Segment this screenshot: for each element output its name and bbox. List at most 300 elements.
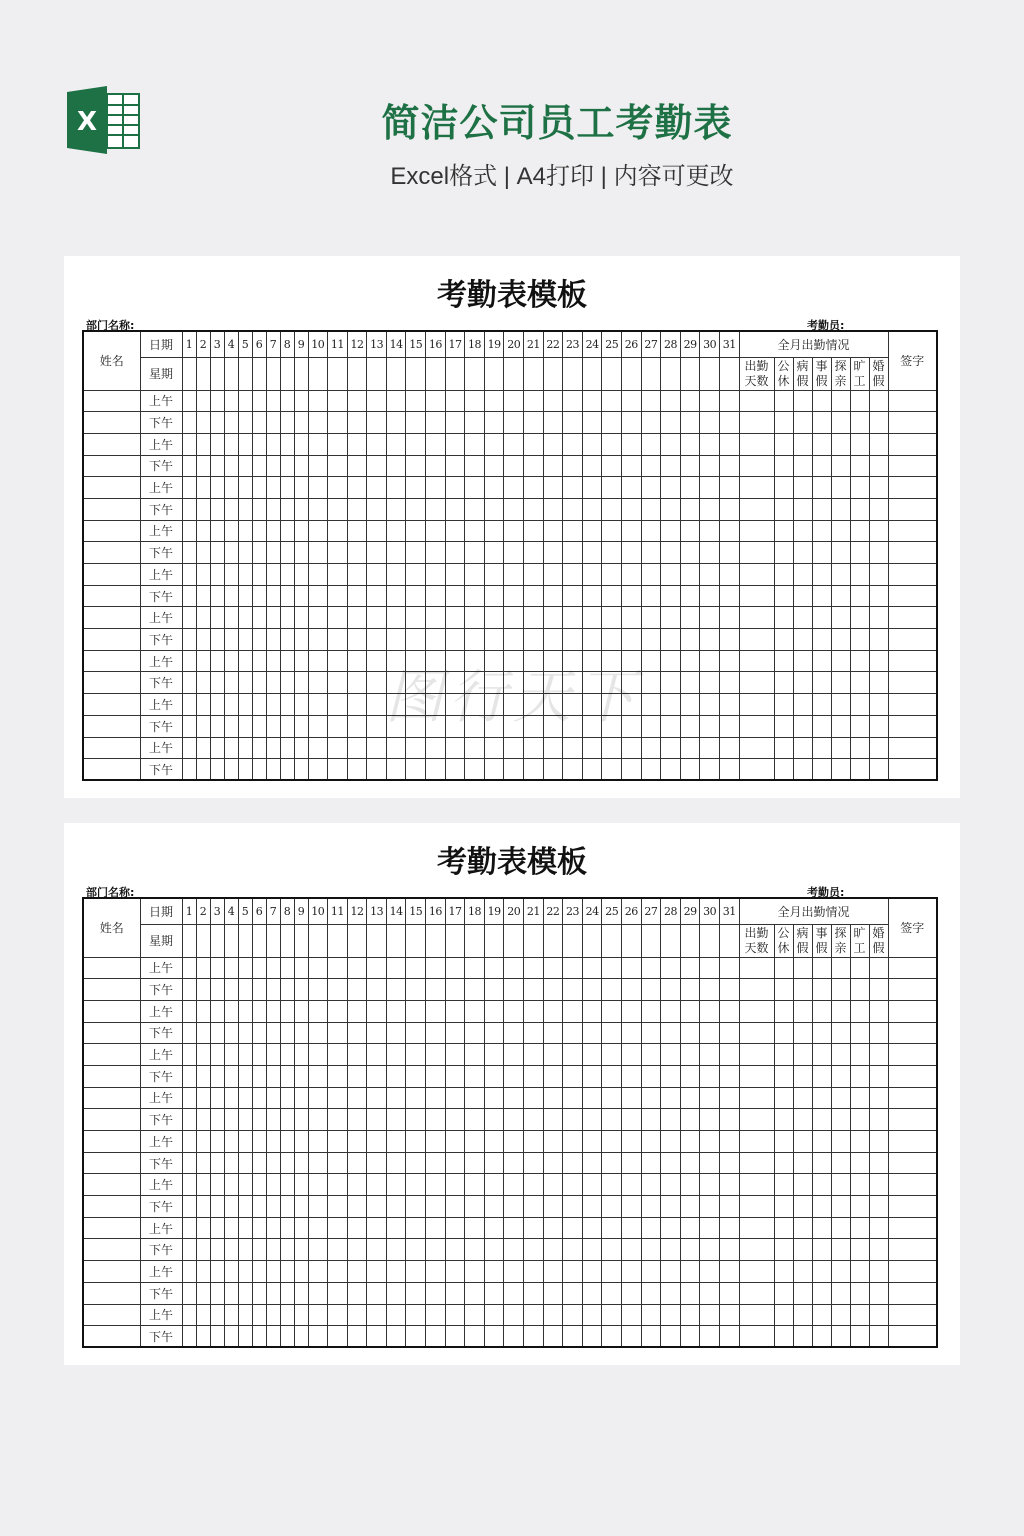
attendance-cell[interactable] — [680, 715, 700, 737]
attendance-cell[interactable] — [367, 390, 387, 412]
weekday-cell[interactable] — [602, 924, 622, 957]
attendance-cell[interactable] — [182, 455, 196, 477]
summary-cell[interactable] — [831, 498, 850, 520]
summary-cell[interactable] — [869, 957, 888, 979]
attendance-cell[interactable] — [524, 433, 544, 455]
employee-name-cell[interactable] — [83, 607, 140, 629]
sign-cell[interactable] — [888, 1174, 937, 1196]
attendance-cell[interactable] — [680, 650, 700, 672]
attendance-cell[interactable] — [308, 1217, 328, 1239]
attendance-cell[interactable] — [308, 1022, 328, 1044]
attendance-cell[interactable] — [386, 390, 406, 412]
attendance-cell[interactable] — [465, 1044, 485, 1066]
attendance-cell[interactable] — [294, 957, 308, 979]
attendance-cell[interactable] — [543, 1109, 563, 1131]
attendance-cell[interactable] — [252, 412, 266, 434]
attendance-cell[interactable] — [719, 979, 739, 1001]
attendance-cell[interactable] — [426, 1304, 446, 1326]
attendance-cell[interactable] — [367, 412, 387, 434]
sign-cell[interactable] — [888, 564, 937, 586]
attendance-cell[interactable] — [224, 1261, 238, 1283]
summary-cell[interactable] — [850, 694, 869, 716]
attendance-cell[interactable] — [406, 1326, 426, 1348]
attendance-cell[interactable] — [582, 1304, 602, 1326]
attendance-cell[interactable] — [719, 585, 739, 607]
summary-cell[interactable] — [869, 672, 888, 694]
attendance-cell[interactable] — [602, 607, 622, 629]
summary-cell[interactable] — [869, 455, 888, 477]
attendance-cell[interactable] — [661, 1022, 681, 1044]
employee-name-cell[interactable] — [83, 1065, 140, 1087]
attendance-cell[interactable] — [308, 498, 328, 520]
attendance-cell[interactable] — [196, 1000, 210, 1022]
attendance-cell[interactable] — [484, 520, 504, 542]
attendance-cell[interactable] — [719, 1217, 739, 1239]
attendance-cell[interactable] — [661, 957, 681, 979]
attendance-cell[interactable] — [543, 390, 563, 412]
employee-name-cell[interactable] — [83, 1326, 140, 1348]
attendance-cell[interactable] — [465, 1304, 485, 1326]
attendance-cell[interactable] — [406, 564, 426, 586]
summary-cell[interactable] — [739, 1131, 774, 1153]
attendance-cell[interactable] — [465, 629, 485, 651]
attendance-cell[interactable] — [524, 412, 544, 434]
attendance-cell[interactable] — [308, 412, 328, 434]
summary-cell[interactable] — [869, 542, 888, 564]
attendance-cell[interactable] — [406, 390, 426, 412]
summary-cell[interactable] — [812, 433, 831, 455]
attendance-cell[interactable] — [367, 1304, 387, 1326]
attendance-cell[interactable] — [280, 520, 294, 542]
attendance-cell[interactable] — [367, 498, 387, 520]
summary-cell[interactable] — [831, 629, 850, 651]
attendance-cell[interactable] — [280, 1087, 294, 1109]
attendance-cell[interactable] — [182, 672, 196, 694]
attendance-cell[interactable] — [182, 498, 196, 520]
summary-cell[interactable] — [739, 737, 774, 759]
summary-cell[interactable] — [774, 1239, 793, 1261]
attendance-cell[interactable] — [661, 737, 681, 759]
summary-cell[interactable] — [831, 1044, 850, 1066]
attendance-cell[interactable] — [406, 498, 426, 520]
attendance-cell[interactable] — [224, 1174, 238, 1196]
attendance-cell[interactable] — [280, 498, 294, 520]
attendance-cell[interactable] — [196, 694, 210, 716]
attendance-cell[interactable] — [182, 1282, 196, 1304]
attendance-cell[interactable] — [543, 1065, 563, 1087]
attendance-cell[interactable] — [224, 1000, 238, 1022]
attendance-cell[interactable] — [266, 1000, 280, 1022]
attendance-cell[interactable] — [563, 1152, 583, 1174]
attendance-cell[interactable] — [182, 542, 196, 564]
summary-cell[interactable] — [812, 650, 831, 672]
summary-cell[interactable] — [774, 1174, 793, 1196]
attendance-cell[interactable] — [386, 433, 406, 455]
attendance-cell[interactable] — [445, 477, 465, 499]
attendance-cell[interactable] — [294, 1065, 308, 1087]
sign-cell[interactable] — [888, 1044, 937, 1066]
attendance-cell[interactable] — [622, 585, 642, 607]
attendance-cell[interactable] — [465, 1000, 485, 1022]
attendance-cell[interactable] — [465, 1282, 485, 1304]
attendance-cell[interactable] — [367, 979, 387, 1001]
attendance-cell[interactable] — [406, 1087, 426, 1109]
attendance-cell[interactable] — [641, 1261, 661, 1283]
attendance-cell[interactable] — [308, 477, 328, 499]
attendance-cell[interactable] — [602, 1152, 622, 1174]
attendance-cell[interactable] — [406, 1044, 426, 1066]
attendance-cell[interactable] — [445, 455, 465, 477]
attendance-cell[interactable] — [426, 1000, 446, 1022]
attendance-cell[interactable] — [328, 1065, 348, 1087]
summary-cell[interactable] — [831, 1282, 850, 1304]
attendance-cell[interactable] — [406, 520, 426, 542]
attendance-cell[interactable] — [680, 694, 700, 716]
attendance-cell[interactable] — [426, 477, 446, 499]
attendance-cell[interactable] — [563, 585, 583, 607]
sign-cell[interactable] — [888, 498, 937, 520]
summary-cell[interactable] — [739, 1217, 774, 1239]
attendance-cell[interactable] — [182, 759, 196, 781]
employee-name-cell[interactable] — [83, 1261, 140, 1283]
summary-cell[interactable] — [869, 715, 888, 737]
attendance-cell[interactable] — [680, 1152, 700, 1174]
summary-cell[interactable] — [831, 1087, 850, 1109]
attendance-cell[interactable] — [543, 498, 563, 520]
attendance-cell[interactable] — [484, 390, 504, 412]
attendance-cell[interactable] — [700, 1174, 720, 1196]
summary-cell[interactable] — [793, 957, 812, 979]
attendance-cell[interactable] — [386, 477, 406, 499]
attendance-cell[interactable] — [224, 694, 238, 716]
attendance-cell[interactable] — [266, 1261, 280, 1283]
employee-name-cell[interactable] — [83, 564, 140, 586]
attendance-cell[interactable] — [641, 715, 661, 737]
attendance-cell[interactable] — [622, 1304, 642, 1326]
attendance-cell[interactable] — [563, 520, 583, 542]
attendance-cell[interactable] — [182, 390, 196, 412]
attendance-cell[interactable] — [524, 1217, 544, 1239]
weekday-cell[interactable] — [308, 924, 328, 957]
attendance-cell[interactable] — [367, 1044, 387, 1066]
attendance-cell[interactable] — [719, 694, 739, 716]
attendance-cell[interactable] — [582, 957, 602, 979]
summary-cell[interactable] — [831, 1217, 850, 1239]
employee-name-cell[interactable] — [83, 1239, 140, 1261]
attendance-cell[interactable] — [543, 1000, 563, 1022]
attendance-cell[interactable] — [347, 629, 367, 651]
attendance-cell[interactable] — [445, 607, 465, 629]
attendance-cell[interactable] — [680, 520, 700, 542]
attendance-cell[interactable] — [465, 1109, 485, 1131]
attendance-cell[interactable] — [238, 1217, 252, 1239]
summary-cell[interactable] — [739, 1065, 774, 1087]
attendance-cell[interactable] — [465, 1239, 485, 1261]
attendance-cell[interactable] — [406, 979, 426, 1001]
attendance-cell[interactable] — [347, 520, 367, 542]
attendance-cell[interactable] — [543, 1174, 563, 1196]
attendance-cell[interactable] — [294, 1196, 308, 1218]
attendance-cell[interactable] — [582, 1239, 602, 1261]
attendance-cell[interactable] — [347, 1217, 367, 1239]
attendance-cell[interactable] — [661, 542, 681, 564]
attendance-cell[interactable] — [563, 1022, 583, 1044]
summary-cell[interactable] — [850, 957, 869, 979]
attendance-cell[interactable] — [680, 1261, 700, 1283]
summary-cell[interactable] — [869, 585, 888, 607]
summary-cell[interactable] — [812, 455, 831, 477]
attendance-cell[interactable] — [602, 1217, 622, 1239]
attendance-cell[interactable] — [386, 737, 406, 759]
attendance-cell[interactable] — [602, 520, 622, 542]
summary-cell[interactable] — [793, 979, 812, 1001]
summary-cell[interactable] — [812, 1282, 831, 1304]
attendance-cell[interactable] — [386, 629, 406, 651]
summary-cell[interactable] — [774, 542, 793, 564]
attendance-cell[interactable] — [680, 412, 700, 434]
attendance-cell[interactable] — [719, 715, 739, 737]
attendance-cell[interactable] — [347, 672, 367, 694]
attendance-cell[interactable] — [445, 412, 465, 434]
attendance-cell[interactable] — [504, 629, 524, 651]
attendance-cell[interactable] — [465, 390, 485, 412]
attendance-cell[interactable] — [308, 520, 328, 542]
attendance-cell[interactable] — [524, 455, 544, 477]
attendance-cell[interactable] — [280, 1022, 294, 1044]
attendance-cell[interactable] — [563, 455, 583, 477]
weekday-cell[interactable] — [543, 357, 563, 390]
attendance-cell[interactable] — [543, 585, 563, 607]
summary-cell[interactable] — [831, 694, 850, 716]
attendance-cell[interactable] — [641, 737, 661, 759]
attendance-cell[interactable] — [602, 759, 622, 781]
attendance-cell[interactable] — [661, 564, 681, 586]
attendance-cell[interactable] — [386, 1131, 406, 1153]
summary-cell[interactable] — [850, 979, 869, 1001]
attendance-cell[interactable] — [426, 390, 446, 412]
attendance-cell[interactable] — [661, 1174, 681, 1196]
attendance-cell[interactable] — [543, 1131, 563, 1153]
sign-cell[interactable] — [888, 585, 937, 607]
summary-cell[interactable] — [774, 672, 793, 694]
attendance-cell[interactable] — [252, 1174, 266, 1196]
attendance-cell[interactable] — [426, 520, 446, 542]
attendance-cell[interactable] — [524, 564, 544, 586]
attendance-cell[interactable] — [328, 1304, 348, 1326]
summary-cell[interactable] — [739, 957, 774, 979]
attendance-cell[interactable] — [294, 672, 308, 694]
attendance-cell[interactable] — [426, 957, 446, 979]
attendance-cell[interactable] — [406, 433, 426, 455]
attendance-cell[interactable] — [700, 607, 720, 629]
attendance-cell[interactable] — [294, 477, 308, 499]
attendance-cell[interactable] — [602, 1022, 622, 1044]
attendance-cell[interactable] — [196, 1087, 210, 1109]
attendance-cell[interactable] — [661, 1000, 681, 1022]
attendance-cell[interactable] — [524, 607, 544, 629]
attendance-cell[interactable] — [602, 498, 622, 520]
attendance-cell[interactable] — [504, 455, 524, 477]
attendance-cell[interactable] — [680, 1065, 700, 1087]
attendance-cell[interactable] — [196, 1152, 210, 1174]
attendance-cell[interactable] — [386, 1065, 406, 1087]
attendance-cell[interactable] — [238, 1261, 252, 1283]
attendance-cell[interactable] — [426, 1152, 446, 1174]
employee-name-cell[interactable] — [83, 1000, 140, 1022]
summary-cell[interactable] — [812, 1326, 831, 1348]
attendance-cell[interactable] — [680, 629, 700, 651]
attendance-cell[interactable] — [266, 477, 280, 499]
employee-name-cell[interactable] — [83, 1109, 140, 1131]
attendance-cell[interactable] — [680, 1044, 700, 1066]
attendance-cell[interactable] — [406, 1022, 426, 1044]
attendance-cell[interactable] — [465, 1152, 485, 1174]
attendance-cell[interactable] — [622, 629, 642, 651]
summary-cell[interactable] — [869, 1326, 888, 1348]
summary-cell[interactable] — [793, 737, 812, 759]
attendance-cell[interactable] — [465, 1261, 485, 1283]
attendance-cell[interactable] — [641, 1217, 661, 1239]
weekday-cell[interactable] — [238, 924, 252, 957]
attendance-cell[interactable] — [563, 957, 583, 979]
attendance-cell[interactable] — [582, 1131, 602, 1153]
attendance-cell[interactable] — [252, 737, 266, 759]
attendance-cell[interactable] — [252, 1304, 266, 1326]
attendance-cell[interactable] — [563, 564, 583, 586]
attendance-cell[interactable] — [210, 1044, 224, 1066]
attendance-cell[interactable] — [328, 607, 348, 629]
attendance-cell[interactable] — [280, 1217, 294, 1239]
attendance-cell[interactable] — [543, 1326, 563, 1348]
attendance-cell[interactable] — [465, 564, 485, 586]
attendance-cell[interactable] — [622, 1217, 642, 1239]
attendance-cell[interactable] — [280, 629, 294, 651]
attendance-cell[interactable] — [602, 1131, 622, 1153]
attendance-cell[interactable] — [504, 542, 524, 564]
attendance-cell[interactable] — [524, 498, 544, 520]
attendance-cell[interactable] — [445, 1239, 465, 1261]
summary-cell[interactable] — [793, 650, 812, 672]
attendance-cell[interactable] — [210, 1326, 224, 1348]
attendance-cell[interactable] — [582, 1087, 602, 1109]
attendance-cell[interactable] — [680, 737, 700, 759]
attendance-cell[interactable] — [182, 1087, 196, 1109]
attendance-cell[interactable] — [280, 607, 294, 629]
attendance-cell[interactable] — [328, 629, 348, 651]
attendance-cell[interactable] — [196, 1239, 210, 1261]
attendance-cell[interactable] — [367, 542, 387, 564]
attendance-cell[interactable] — [294, 607, 308, 629]
weekday-cell[interactable] — [563, 924, 583, 957]
attendance-cell[interactable] — [238, 390, 252, 412]
sign-cell[interactable] — [888, 477, 937, 499]
attendance-cell[interactable] — [308, 650, 328, 672]
attendance-cell[interactable] — [308, 1152, 328, 1174]
attendance-cell[interactable] — [700, 1000, 720, 1022]
summary-cell[interactable] — [831, 1196, 850, 1218]
attendance-cell[interactable] — [622, 1087, 642, 1109]
attendance-cell[interactable] — [680, 1326, 700, 1348]
attendance-cell[interactable] — [719, 477, 739, 499]
weekday-cell[interactable] — [426, 924, 446, 957]
attendance-cell[interactable] — [700, 737, 720, 759]
attendance-cell[interactable] — [252, 542, 266, 564]
summary-cell[interactable] — [831, 1261, 850, 1283]
attendance-cell[interactable] — [266, 1022, 280, 1044]
summary-cell[interactable] — [812, 498, 831, 520]
summary-cell[interactable] — [869, 1217, 888, 1239]
summary-cell[interactable] — [812, 979, 831, 1001]
attendance-cell[interactable] — [563, 1282, 583, 1304]
attendance-cell[interactable] — [196, 1022, 210, 1044]
attendance-cell[interactable] — [367, 607, 387, 629]
attendance-cell[interactable] — [504, 607, 524, 629]
attendance-cell[interactable] — [386, 1174, 406, 1196]
attendance-cell[interactable] — [582, 564, 602, 586]
summary-cell[interactable] — [774, 650, 793, 672]
sign-cell[interactable] — [888, 607, 937, 629]
attendance-cell[interactable] — [426, 1087, 446, 1109]
attendance-cell[interactable] — [719, 1261, 739, 1283]
attendance-cell[interactable] — [563, 1000, 583, 1022]
attendance-cell[interactable] — [504, 498, 524, 520]
attendance-cell[interactable] — [266, 412, 280, 434]
attendance-cell[interactable] — [280, 957, 294, 979]
attendance-cell[interactable] — [252, 1065, 266, 1087]
attendance-cell[interactable] — [641, 390, 661, 412]
attendance-cell[interactable] — [719, 1282, 739, 1304]
attendance-cell[interactable] — [294, 455, 308, 477]
attendance-cell[interactable] — [252, 1022, 266, 1044]
summary-cell[interactable] — [850, 759, 869, 781]
attendance-cell[interactable] — [347, 1044, 367, 1066]
summary-cell[interactable] — [812, 585, 831, 607]
attendance-cell[interactable] — [367, 759, 387, 781]
attendance-cell[interactable] — [719, 759, 739, 781]
summary-cell[interactable] — [812, 607, 831, 629]
attendance-cell[interactable] — [328, 1217, 348, 1239]
summary-cell[interactable] — [774, 1000, 793, 1022]
attendance-cell[interactable] — [406, 1282, 426, 1304]
attendance-cell[interactable] — [445, 1131, 465, 1153]
attendance-cell[interactable] — [719, 1174, 739, 1196]
attendance-cell[interactable] — [524, 542, 544, 564]
attendance-cell[interactable] — [641, 542, 661, 564]
attendance-cell[interactable] — [280, 1044, 294, 1066]
attendance-cell[interactable] — [266, 1065, 280, 1087]
attendance-cell[interactable] — [563, 390, 583, 412]
attendance-cell[interactable] — [680, 1109, 700, 1131]
attendance-cell[interactable] — [582, 1022, 602, 1044]
attendance-cell[interactable] — [719, 542, 739, 564]
attendance-cell[interactable] — [196, 957, 210, 979]
attendance-cell[interactable] — [280, 390, 294, 412]
attendance-cell[interactable] — [308, 585, 328, 607]
attendance-cell[interactable] — [582, 585, 602, 607]
summary-cell[interactable] — [831, 1000, 850, 1022]
attendance-cell[interactable] — [543, 1044, 563, 1066]
attendance-cell[interactable] — [445, 1282, 465, 1304]
summary-cell[interactable] — [812, 759, 831, 781]
sign-cell[interactable] — [888, 759, 937, 781]
attendance-cell[interactable] — [582, 607, 602, 629]
summary-cell[interactable] — [869, 1022, 888, 1044]
attendance-cell[interactable] — [484, 1174, 504, 1196]
attendance-cell[interactable] — [484, 542, 504, 564]
attendance-cell[interactable] — [484, 1065, 504, 1087]
attendance-cell[interactable] — [252, 520, 266, 542]
attendance-cell[interactable] — [406, 1065, 426, 1087]
